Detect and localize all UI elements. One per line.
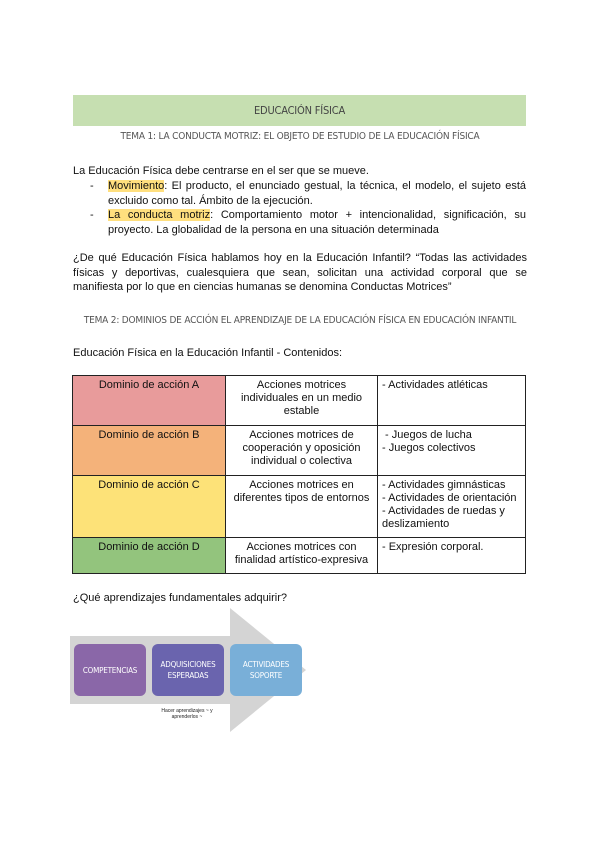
box-actividades-label: ACTIVIDADES SOPORTE <box>242 660 290 680</box>
term-conducta-motriz: La conducta motriz <box>108 209 211 221</box>
domain-cell: Dominio de acción C <box>73 476 226 538</box>
action-cell: Acciones motrices de cooperación y oposición individual o colectiva <box>226 426 378 476</box>
action-cell: Acciones motrices con finalidad artístico-expresiva <box>226 538 378 574</box>
domain-cell: Dominio de acción A <box>73 376 226 426</box>
example-item: - Actividades de ruedas y deslizamiento <box>382 505 505 530</box>
tema2-question: ¿Qué aprendizajes fundamentales adquirir? <box>73 592 288 604</box>
section-banner <box>73 95 526 126</box>
box-competencias: COMPETENCIAS <box>74 644 146 696</box>
box-adquisiciones <box>152 644 224 696</box>
examples-cell <box>378 376 526 426</box>
examples-cell <box>378 476 526 538</box>
table-row <box>73 538 526 574</box>
example-item: - Actividades atléticas <box>382 379 488 391</box>
learning-diagram <box>70 608 310 736</box>
tema1-heading: TEMA 1: LA CONDUCTA MOTRIZ: EL OBJETO DE ESTUDIO DE LA EDUCACIÓN FÍSICA <box>120 131 480 142</box>
domains-table <box>72 375 526 574</box>
box-adquisiciones-label: ADQUISICIONES ESPERADAS <box>160 660 216 680</box>
action-cell: Acciones motrices individuales en un medio estable <box>226 376 378 426</box>
examples-cell <box>378 538 526 574</box>
bullet-conducta-text: : Comportamiento motor + intencionalidad, significación, su proyecto. La globalidad de la persona en una situación determinada <box>108 209 527 236</box>
example-item: - Actividades gimnásticas <box>382 479 506 491</box>
action-cell: Acciones motrices en diferentes tipos de entornos <box>226 476 378 538</box>
table-row <box>73 376 526 426</box>
tema2-heading: TEMA 2: DOMINIOS DE ACCIÓN EL APRENDIZAJE DE LA EDUCACIÓN FÍSICA EN EDUCACIÓN INFANTIL <box>83 315 517 326</box>
handwritten-note: Hacer aprendizajes ~ y aprenderlos ~ <box>161 708 213 720</box>
example-item: - Expresión corporal. <box>382 541 484 553</box>
tema1-intro: La Educación Física debe centrarse en el ser que se mueve. <box>73 165 369 177</box>
domain-cell: Dominio de acción D <box>73 538 226 574</box>
tema1-question: ¿De qué Educación Física hablamos hoy en la Educación Infantil? “Todas las actividades físicas y deportivas, cualesquiera que sean, solicitan una actividad corporal que se manifiesta por lo que en ciencias humanas se denomina Conductas Motrices” <box>73 252 527 293</box>
bullet-conducta <box>108 208 526 237</box>
example-item: - Juegos de lucha <box>382 429 472 441</box>
box-actividades <box>230 644 302 696</box>
bullet-movimiento-text: : El producto, el enunciado gestual, la técnica, el modelo, el sujeto está excluido como tal. Ámbito de la ejecución. <box>108 180 526 207</box>
examples-cell <box>378 426 526 476</box>
example-item: - Juegos colectivos <box>382 442 476 454</box>
domain-cell: Dominio de acción B <box>73 426 226 476</box>
tema2-subtitle: Educación Física en la Educación Infantil - Contenidos: <box>73 347 343 359</box>
example-item: - Actividades de orientación <box>382 492 517 504</box>
table-row <box>73 476 526 538</box>
page-title: EDUCACIÓN FÍSICA <box>253 104 346 117</box>
bullet-dash: - <box>90 180 94 192</box>
term-movimiento: Movimiento <box>108 180 165 192</box>
bullet-dash: - <box>90 209 94 221</box>
table-row <box>73 426 526 476</box>
bullet-movimiento <box>108 179 526 208</box>
